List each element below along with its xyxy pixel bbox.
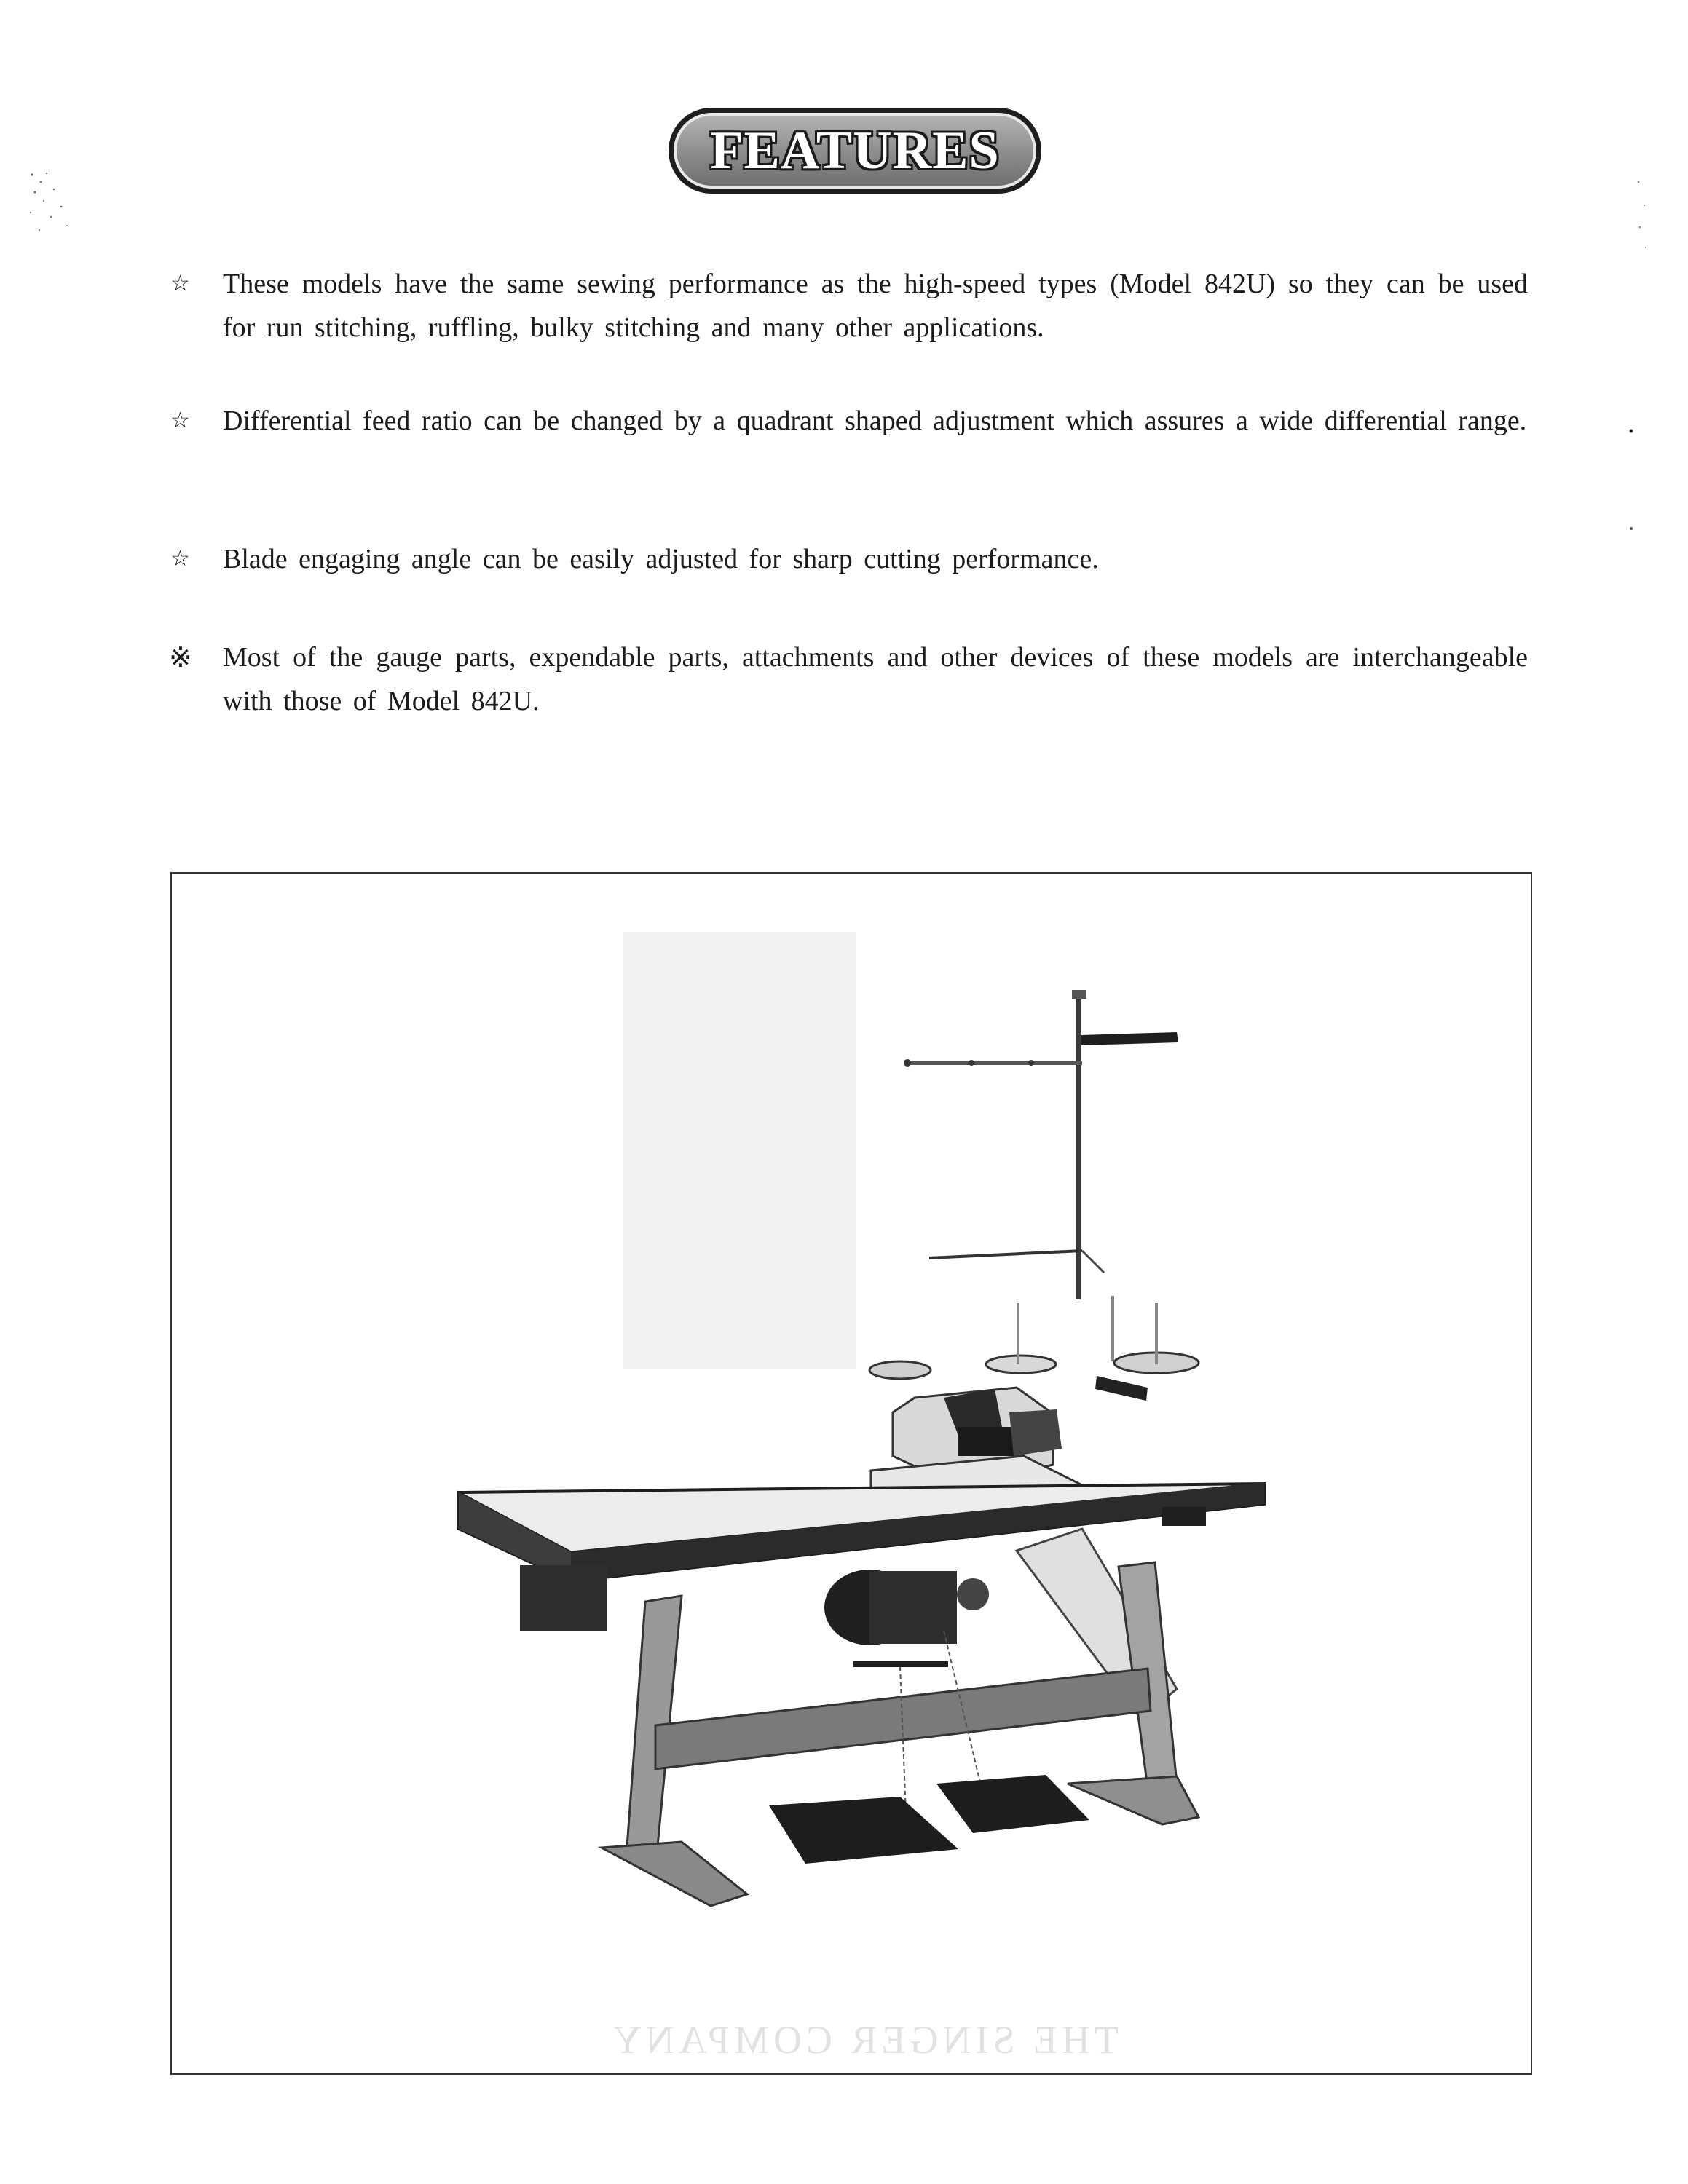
feature-text-4: Most of the gauge parts, expendable parts, attachments and other devices of these models are interchangeable with those of Model 842U.: [223, 642, 1528, 716]
thread-antenna: [929, 1251, 1082, 1258]
star-bullet-icon: ☆: [170, 546, 190, 571]
page-title: FEATURES: [710, 120, 1000, 181]
feature-item-1: [169, 262, 1528, 349]
spool-pin: [1155, 1303, 1158, 1364]
spool-plate: [869, 1361, 931, 1379]
watermark-text: THE SINGER COMPANY: [608, 2018, 1119, 2062]
power-switch-box: [1162, 1507, 1206, 1526]
thread-stand-upper-arm: [1081, 1032, 1178, 1045]
star-bullet-icon: ☆: [170, 408, 190, 433]
pedal-right: [936, 1775, 1089, 1833]
feature-text-3: Blade engaging angle can be easily adjusted for sharp cutting performance.: [223, 544, 1099, 574]
thread-guide-eye: [969, 1060, 974, 1066]
feature-text-2: Differential feed ratio can be changed by a quadrant shaped adjustment which assures a wide differential range.: [223, 405, 1527, 436]
scan-dot-right-2: [1628, 526, 1634, 533]
feature-item-3: [169, 537, 1099, 581]
thread-antenna-tip: [1082, 1251, 1104, 1273]
feature-item-4: [169, 636, 1528, 723]
scan-specks-left: [25, 169, 76, 242]
star-bullet-icon: ☆: [170, 271, 190, 296]
scan-dot-right-1: [1628, 428, 1634, 435]
features-title-badge-inner: [674, 113, 1036, 189]
thread-stand-cap: [1072, 990, 1086, 999]
thread-guide-eye: [1028, 1060, 1034, 1066]
scan-specks-right: [1631, 175, 1653, 262]
sewing-machine-illustration: [172, 874, 1531, 2073]
feature-item-2: [169, 399, 1526, 443]
feature-text-1: These models have the same sewing performance as the high-speed types (Model 842U) so they can be used for run stitching, ruffling, bulky stitching and many other applications.: [223, 269, 1528, 343]
spool-pin: [1111, 1296, 1114, 1361]
thread-guide-bar: [907, 1061, 1082, 1065]
reference-mark-icon: ※: [169, 641, 192, 673]
left-foot: [602, 1842, 747, 1906]
machine-looper-cover: [1009, 1409, 1062, 1456]
features-title-badge: [669, 108, 1041, 194]
pedal-left: [769, 1797, 958, 1864]
bleed-through-shade: [623, 932, 856, 1369]
thread-stand-pole: [1076, 994, 1081, 1299]
knee-lifter-bar: [853, 1661, 948, 1667]
machine-photo-frame: [170, 872, 1532, 2075]
spool-pin: [1017, 1303, 1019, 1364]
motor-pulley: [957, 1578, 989, 1610]
table-drawer: [520, 1565, 607, 1631]
spool-plate: [986, 1356, 1056, 1373]
right-foot: [1068, 1776, 1199, 1824]
thread-guide-eye: [904, 1059, 911, 1067]
stand-cross-bar: [655, 1669, 1151, 1769]
tension-bracket: [1095, 1376, 1148, 1401]
